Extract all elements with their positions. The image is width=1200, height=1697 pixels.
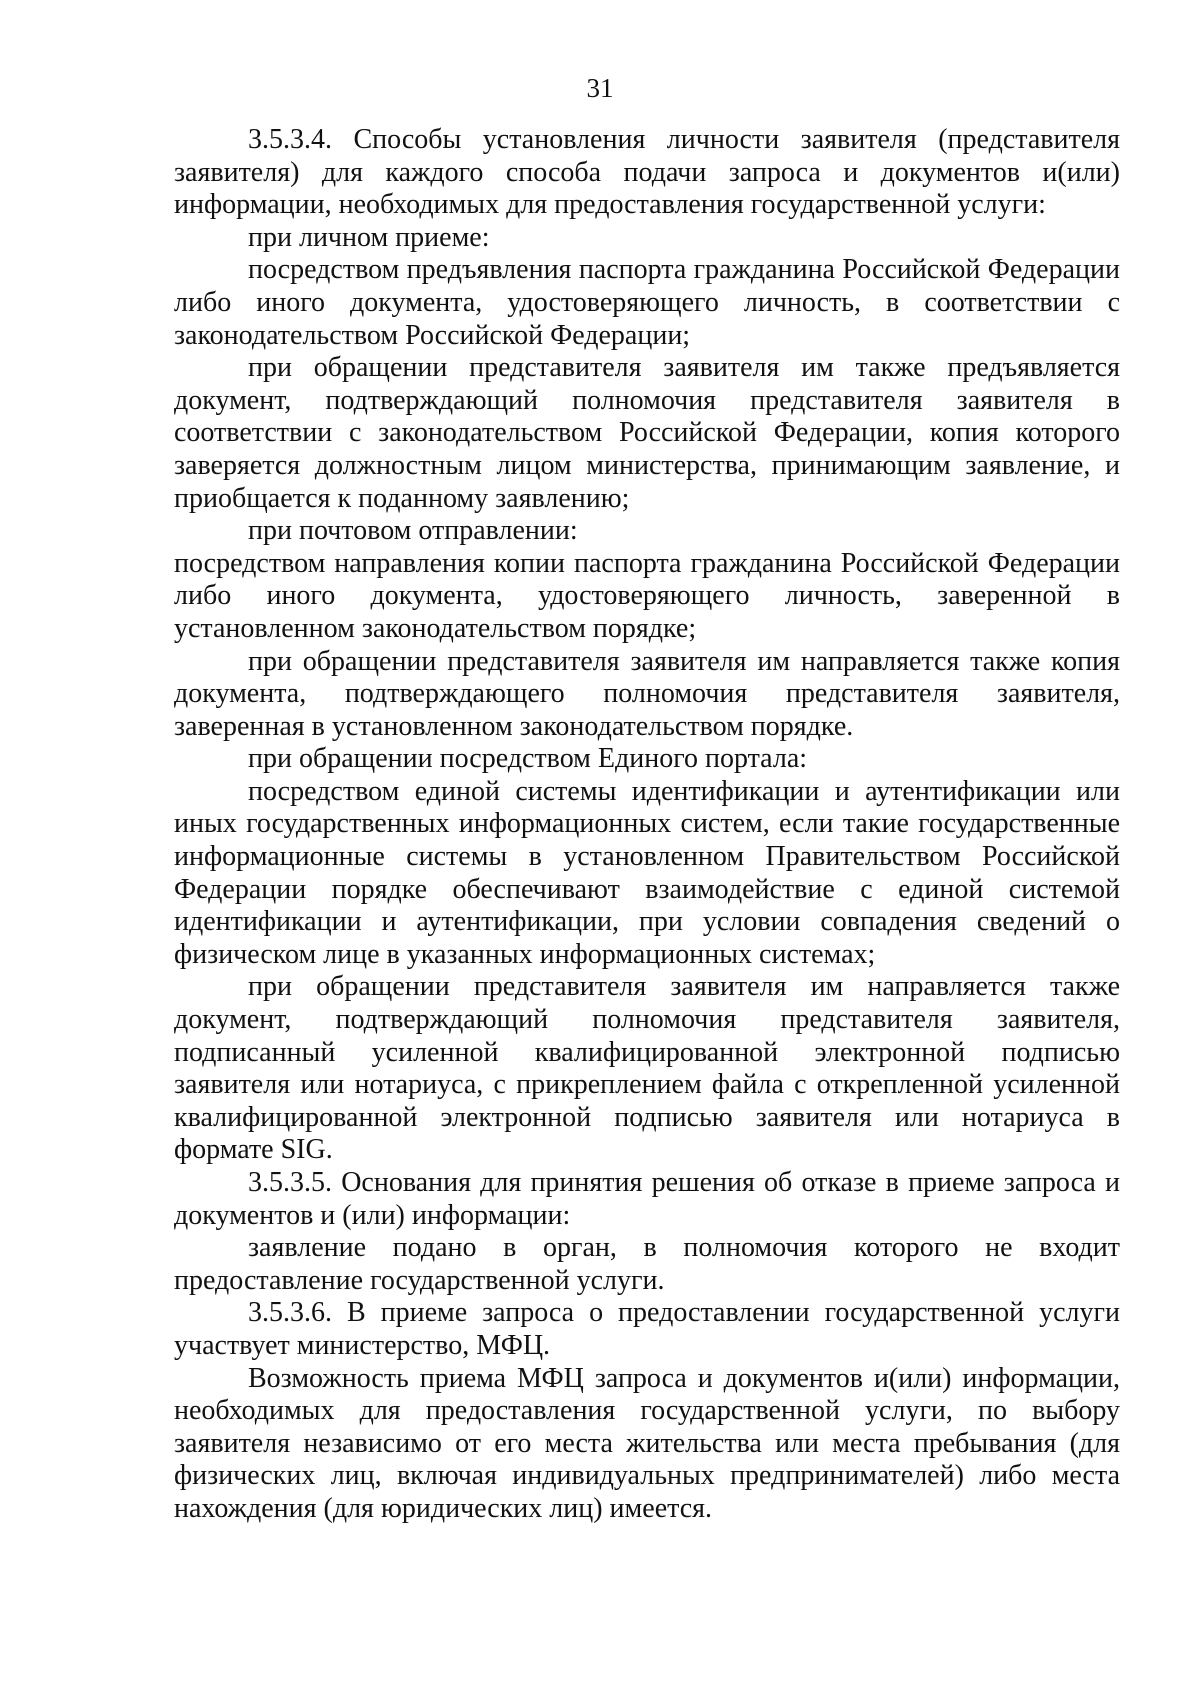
paragraph-by-mail: при почтовом отправлении: <box>248 515 578 547</box>
paragraph-in-person: при личном приеме: <box>248 221 490 253</box>
paragraph-passport-presentation: посредством предъявления паспорта гражданина Российской Федерации либо иного документа, удостоверяющего личность, в соответствии с законодательством Российской Федерации; <box>174 254 1120 351</box>
paragraph-3-5-3-4: 3.5.3.4. Способы установления личности заявителя (представителя заявителя) для каждого способа подачи запроса и документов и(или) информации, необходимых для предоставления государственной услуги: <box>174 124 1120 221</box>
paragraph-mfc-possibility: Возможность приема МФЦ запроса и документов и(или) информации, необходимых для предоставления государственной услуги, по выбору заявителя независимо от его места жительства или места пребывания (для физических лиц, включая индивидуальных предпринимателей) либо места нахождения (для юридических лиц) имеется. <box>174 1362 1120 1524</box>
paragraph-representative-signature: при обращении представителя заявителя им направляется также документ, подтверждающий полномочия представителя заявителя, подписанный усиленной квалифицированной электронной подписью заявителя или нотариуса, с прикреплением файла с открепленной усиленной квалифицированной электронной подписью заявителя или нотариуса в формате SIG. <box>174 971 1120 1166</box>
paragraph-representative-document: при обращении представителя заявителя им также предъявляется документ, подтверждающий полномочия представителя заявителя в соответствии с законодательством Российской Федерации, копия которого заверяется должностным лицом министерства, принимающим заявление, и приобщается к поданному заявлению; <box>174 352 1120 514</box>
paragraph-via-portal: при обращении посредством Единого портала: <box>248 743 808 775</box>
paragraph-3-5-3-5: 3.5.3.5. Основания для принятия решения об отказе в приеме запроса и документов и (или) информации: <box>174 1167 1120 1231</box>
paragraph-passport-copy: посредством направления копии паспорта гражданина Российской Федерации либо иного документа, удостоверяющего личность, заверенной в установленном законодательством порядке; <box>174 547 1120 644</box>
paragraph-representative-copy: при обращении представителя заявителя им направляется также копия документа, подтверждающего полномочия представителя заявителя, заверенная в установленном законодательством порядке. <box>174 645 1120 742</box>
document-body <box>174 124 1120 1526</box>
page-number: 31 <box>586 73 614 103</box>
paragraph-3-5-3-6: 3.5.3.6. В приеме запроса о предоставлении государственной услуги участвует министерство, МФЦ. <box>174 1297 1120 1361</box>
paragraph-refusal-ground: заявление подано в орган, в полномочия которого не входит предоставление государственной услуги. <box>174 1232 1120 1296</box>
paragraph-esia-authentication: посредством единой системы идентификации и аутентификации или иных государственных информационных систем, если такие государственные информационные системы в установленном Правительством Российской Федерации порядке обеспечивают взаимодействие с единой системой идентификации и аутентификации, при условии совпадения сведений о физическом лице в указанных информационных системах; <box>174 775 1120 970</box>
